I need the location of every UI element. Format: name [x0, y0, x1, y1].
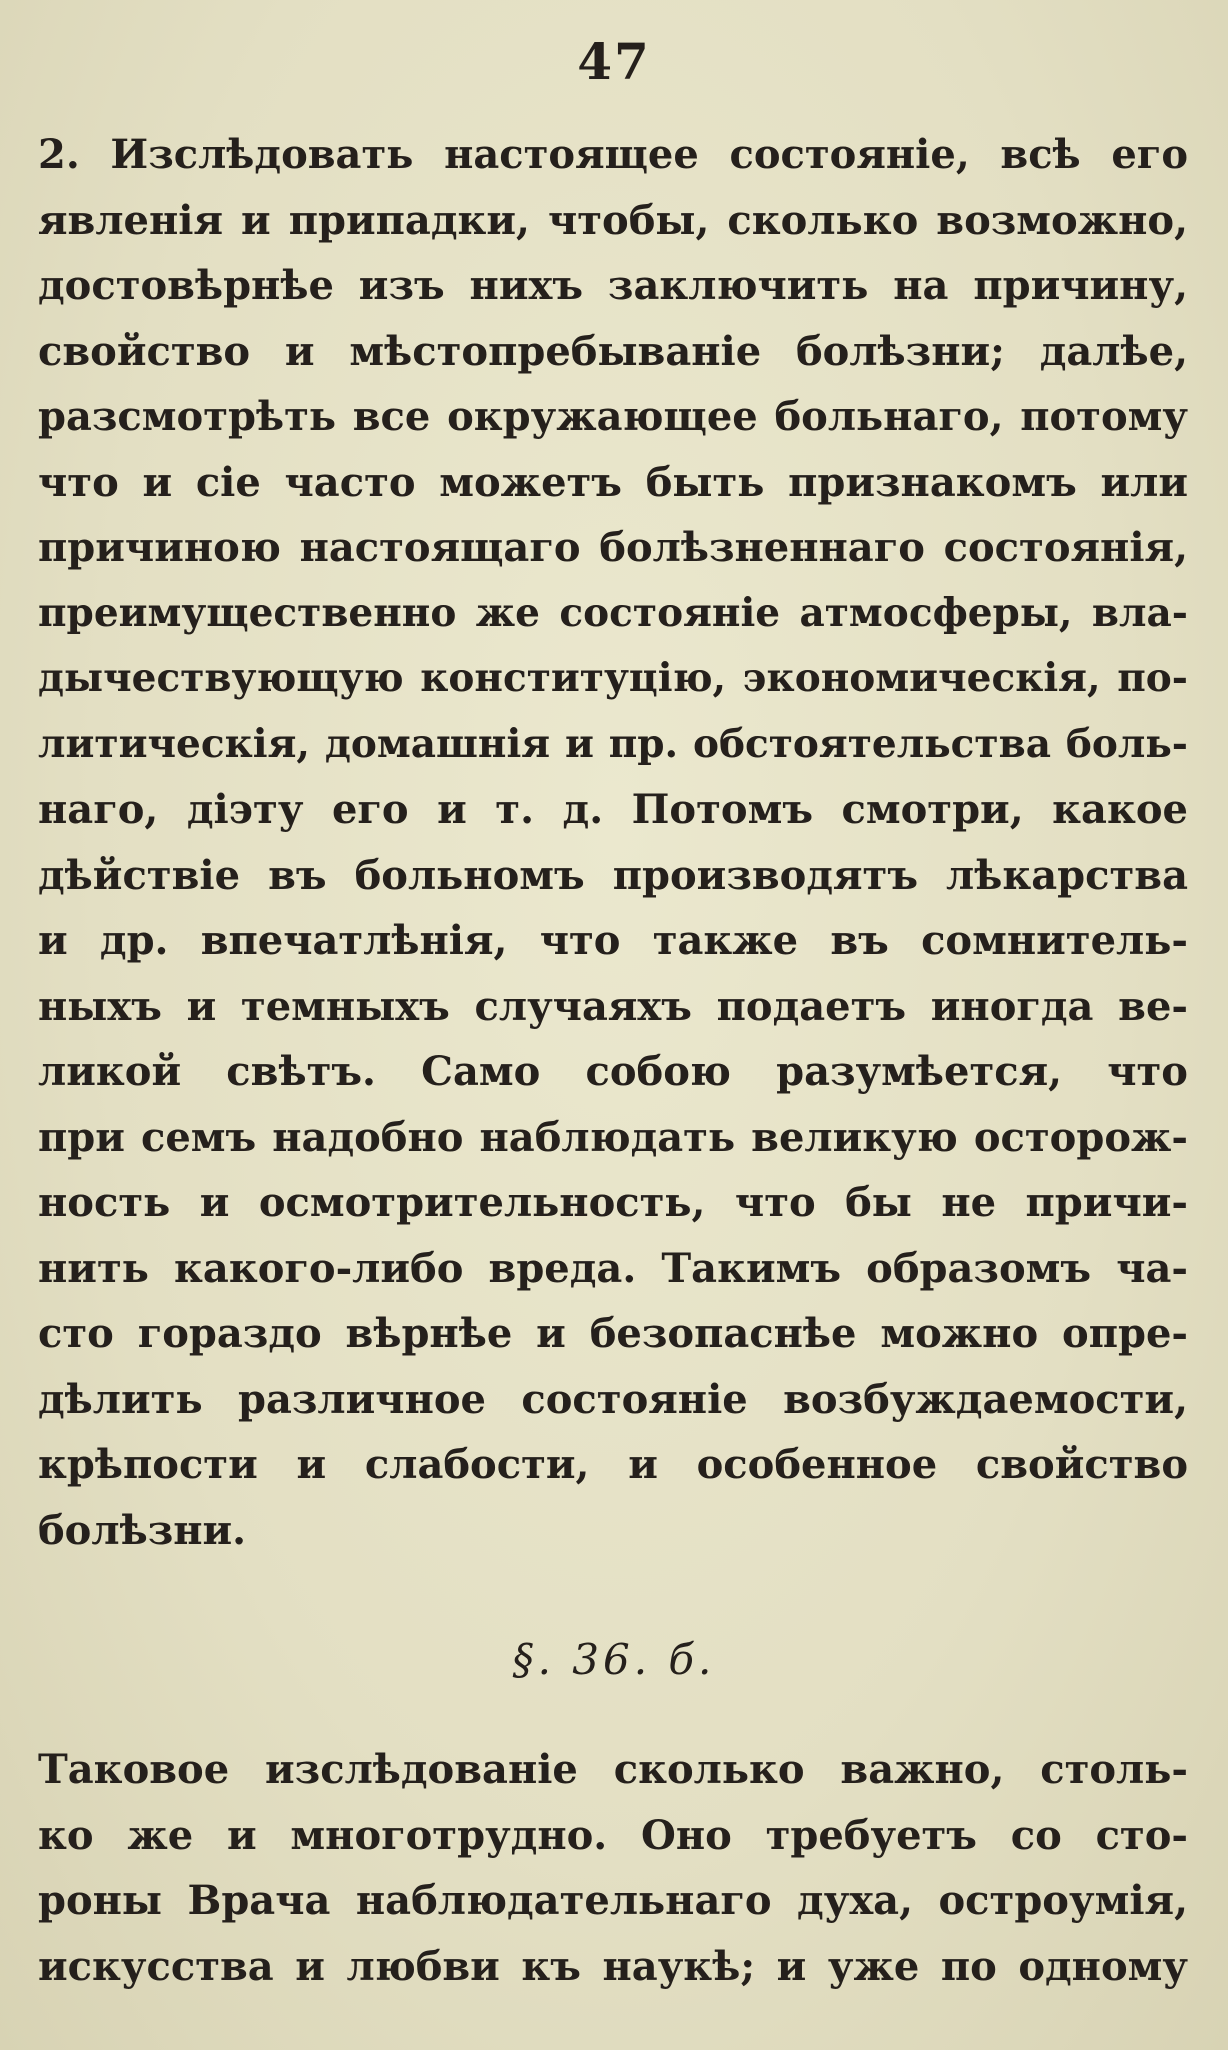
paragraph-2: [38, 1737, 1188, 1999]
text-line: наго, дiэту его и т. д. Потомъ смотри, какое: [38, 786, 1188, 833]
text-line: роны Врача наблюдательнаго духа, остроумiя,: [38, 1877, 1188, 1924]
text-line: дычествующую конституцiю, экономическiя, по-: [38, 655, 1188, 701]
section-heading: §. 36. б.: [512, 1635, 716, 1684]
text-line: Таковое изслѣдованiе сколько важно, столь-: [38, 1746, 1188, 1793]
text-line: сто гораздо вѣрнѣе и безопаснѣе можно опре-: [38, 1310, 1188, 1357]
text-line: преимущественно же состоянiе атмосферы, вла-: [38, 589, 1188, 636]
text-line: крѣпости и слабости, и особенное свойство: [38, 1441, 1188, 1488]
text-line: ликой свѣтъ. Само собою разумѣется, что: [38, 1048, 1188, 1095]
paragraph-1: [38, 122, 1188, 1563]
text-line: причиною настоящаго болѣзненнаго состоянiя,: [38, 524, 1188, 571]
text-line: искусства и любви къ наукѣ; и уже по одному: [38, 1942, 1188, 1990]
text-line: нить какого-либо вреда. Такимъ образомъ ча-: [38, 1244, 1188, 1292]
text-line: разсмотрѣть все окружающее больнаго, потому: [38, 393, 1188, 440]
text-line: 2. Изслѣдовать настоящее состоянiе, всѣ его: [38, 131, 1188, 178]
text-line: ность и осмотрительность, что бы не причи-: [38, 1179, 1188, 1226]
page-number: 47: [577, 32, 651, 91]
text-line: болѣзни.: [38, 1506, 247, 1554]
text-line: ныхъ и темныхъ случаяхъ подаетъ иногда ве-: [38, 982, 1188, 1030]
text-line: ко же и многотрудно. Оно требуетъ со сто-: [38, 1811, 1188, 1859]
text-line: дѣйствiе въ больномъ производятъ лѣкарства: [38, 851, 1188, 899]
text-line: при семъ надобно наблюдать великую осторож-: [38, 1113, 1188, 1161]
text-line: литическiя, домашнiя и пр. обстоятельства боль-: [38, 720, 1188, 767]
text-line: достовѣрнѣе изъ нихъ заключить на причину,: [38, 262, 1188, 309]
text-line: и др. впечатлѣнiя, что также въ сомнитель-: [38, 917, 1188, 964]
text-line: что и сiе часто можетъ быть признакомъ или: [38, 458, 1188, 506]
text-line: свойство и мѣстопребыванiе болѣзни; далѣе,: [38, 327, 1188, 375]
text-line: дѣлить различное состоянiе возбуждаемости,: [38, 1375, 1188, 1423]
text-line: явленiя и припадки, чтобы, сколько возможно,: [38, 196, 1188, 244]
